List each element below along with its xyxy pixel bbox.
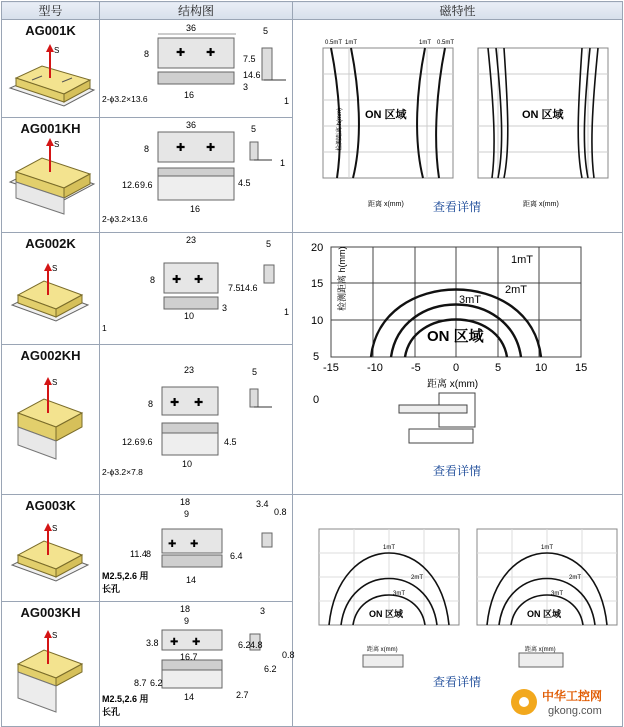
structure-drawing bbox=[100, 602, 293, 721]
svg-text:6.2: 6.2 bbox=[238, 640, 251, 650]
model-name: AG002K bbox=[25, 236, 76, 251]
svg-text:检测距离 h(mm): 检测距离 h(mm) bbox=[337, 108, 343, 151]
svg-text:✚: ✚ bbox=[176, 47, 186, 59]
svg-text:5: 5 bbox=[263, 26, 269, 36]
svg-text:14: 14 bbox=[186, 575, 197, 585]
product-image bbox=[2, 513, 98, 595]
table-header bbox=[2, 2, 623, 20]
svg-text:S: S bbox=[54, 140, 60, 149]
s-pole-label: S bbox=[54, 46, 60, 55]
structure-cell bbox=[100, 345, 293, 495]
svg-text:6.2: 6.2 bbox=[264, 664, 277, 674]
svg-text:5: 5 bbox=[251, 124, 257, 134]
svg-text:8: 8 bbox=[144, 144, 150, 154]
svg-text:36: 36 bbox=[186, 23, 197, 33]
svg-text:8: 8 bbox=[144, 49, 150, 59]
svg-text:距离 x(mm): 距离 x(mm) bbox=[367, 647, 398, 653]
svg-text:距离 x(mm): 距离 x(mm) bbox=[427, 379, 479, 390]
svg-text:0.5mT: 0.5mT bbox=[325, 40, 343, 46]
svg-text:S: S bbox=[52, 524, 58, 533]
svg-text:中华工控网: 中华工控网 bbox=[542, 689, 603, 703]
svg-text:5: 5 bbox=[313, 351, 320, 363]
header-magnetic: 磁特性 bbox=[293, 2, 623, 20]
svg-text:0.5mT: 0.5mT bbox=[437, 40, 455, 46]
structure-cell bbox=[100, 20, 293, 118]
table-row bbox=[2, 20, 623, 118]
svg-text:16: 16 bbox=[184, 90, 195, 100]
svg-text:✚: ✚ bbox=[192, 637, 201, 648]
spec-table bbox=[1, 1, 623, 727]
product-image bbox=[2, 363, 98, 463]
svg-text:5: 5 bbox=[252, 367, 258, 377]
svg-text:ON 区域: ON 区域 bbox=[365, 109, 407, 121]
model-name: AG003K bbox=[25, 498, 76, 513]
svg-text:ON 区域: ON 区域 bbox=[369, 609, 404, 619]
structure-cell bbox=[100, 233, 293, 345]
svg-text:0.8: 0.8 bbox=[282, 650, 295, 660]
svg-text:1: 1 bbox=[102, 323, 107, 333]
svg-text:✚: ✚ bbox=[172, 274, 182, 286]
svg-text:3mT: 3mT bbox=[551, 591, 563, 597]
svg-text:1mT: 1mT bbox=[345, 40, 357, 46]
watermark-logo bbox=[508, 682, 618, 722]
svg-text:9: 9 bbox=[184, 509, 190, 519]
svg-text:长孔: 长孔 bbox=[102, 584, 121, 594]
svg-text:14.6: 14.6 bbox=[243, 70, 261, 80]
svg-text:0: 0 bbox=[313, 394, 320, 406]
svg-text:9.6: 9.6 bbox=[140, 437, 153, 447]
svg-text:8.7: 8.7 bbox=[134, 678, 147, 688]
svg-text:✚: ✚ bbox=[168, 539, 177, 550]
product-image bbox=[2, 251, 98, 335]
svg-text:2mT: 2mT bbox=[505, 284, 527, 296]
svg-text:✚: ✚ bbox=[206, 47, 216, 59]
svg-text:15: 15 bbox=[575, 362, 588, 374]
svg-text:-10: -10 bbox=[367, 362, 383, 374]
product-image bbox=[2, 136, 98, 224]
svg-text:10: 10 bbox=[311, 315, 324, 327]
structure-drawing bbox=[100, 20, 293, 112]
svg-text:gkong.com: gkong.com bbox=[548, 705, 602, 717]
svg-text:2mT: 2mT bbox=[411, 575, 423, 581]
header-model: 型号 bbox=[2, 2, 100, 20]
svg-text:2-ϕ3.2×13.6: 2-ϕ3.2×13.6 bbox=[102, 214, 148, 224]
svg-text:✚: ✚ bbox=[194, 397, 204, 409]
svg-text:3mT: 3mT bbox=[393, 591, 405, 597]
svg-text:距离 x(mm): 距离 x(mm) bbox=[525, 647, 556, 653]
svg-text:2mT: 2mT bbox=[569, 575, 581, 581]
svg-text:ON 区域: ON 区域 bbox=[427, 328, 484, 345]
svg-text:12.6: 12.6 bbox=[122, 437, 140, 447]
magnetic-cell bbox=[293, 495, 623, 727]
structure-cell bbox=[100, 602, 293, 727]
svg-text:1: 1 bbox=[280, 158, 286, 168]
svg-text:8: 8 bbox=[150, 275, 156, 285]
details-link-ag003[interactable]: 查看详情 bbox=[433, 675, 482, 689]
svg-text:S: S bbox=[52, 264, 58, 273]
svg-text:-5: -5 bbox=[411, 362, 421, 374]
svg-text:ON 区域: ON 区域 bbox=[527, 609, 562, 619]
svg-text:14: 14 bbox=[184, 692, 195, 702]
svg-text:✚: ✚ bbox=[194, 274, 204, 286]
structure-cell bbox=[100, 495, 293, 602]
table-row bbox=[2, 233, 623, 345]
svg-text:4.8: 4.8 bbox=[250, 640, 263, 650]
svg-text:✚: ✚ bbox=[170, 637, 179, 648]
svg-text:S: S bbox=[52, 631, 58, 640]
structure-drawing bbox=[100, 345, 293, 489]
svg-text:6.4: 6.4 bbox=[230, 551, 243, 561]
structure-cell bbox=[100, 118, 293, 233]
svg-text:3: 3 bbox=[222, 303, 228, 313]
svg-text:长孔: 长孔 bbox=[102, 707, 121, 717]
header-structure: 结构图 bbox=[100, 2, 293, 20]
chart-ag002 bbox=[293, 233, 623, 477]
model-name: AG002KH bbox=[20, 348, 81, 363]
svg-text:1mT: 1mT bbox=[419, 40, 431, 46]
svg-text:16: 16 bbox=[190, 204, 201, 214]
svg-text:距离 x(mm): 距离 x(mm) bbox=[368, 201, 404, 208]
product-image bbox=[2, 38, 98, 110]
svg-text:9.6: 9.6 bbox=[140, 180, 153, 190]
svg-text:M2.5,2.6 用: M2.5,2.6 用 bbox=[102, 694, 149, 704]
svg-text:✚: ✚ bbox=[176, 142, 186, 154]
svg-text:距离 x(mm): 距离 x(mm) bbox=[523, 201, 559, 208]
svg-text:20: 20 bbox=[311, 242, 324, 254]
svg-text:1: 1 bbox=[284, 96, 290, 106]
svg-text:16.7: 16.7 bbox=[180, 652, 198, 662]
svg-text:2.7: 2.7 bbox=[236, 690, 249, 700]
svg-text:7.5: 7.5 bbox=[228, 283, 241, 293]
svg-text:3.8: 3.8 bbox=[146, 638, 159, 648]
svg-text:5: 5 bbox=[266, 239, 272, 249]
magnetic-cell bbox=[293, 20, 623, 233]
structure-drawing bbox=[100, 118, 293, 227]
svg-text:3.4: 3.4 bbox=[256, 499, 269, 509]
svg-text:5: 5 bbox=[495, 362, 502, 374]
svg-text:2-ϕ3.2×7.8: 2-ϕ3.2×7.8 bbox=[102, 467, 143, 477]
model-name: AG001KH bbox=[20, 121, 81, 136]
svg-text:8: 8 bbox=[146, 549, 152, 559]
svg-text:✚: ✚ bbox=[170, 397, 180, 409]
model-name: AG001K bbox=[25, 23, 76, 38]
svg-text:23: 23 bbox=[184, 365, 195, 375]
svg-text:7.5: 7.5 bbox=[243, 54, 256, 64]
structure-drawing bbox=[100, 233, 293, 339]
svg-text:✚: ✚ bbox=[190, 539, 199, 550]
svg-text:M2.5,2.6 用: M2.5,2.6 用 bbox=[102, 571, 149, 581]
svg-text:-15: -15 bbox=[323, 362, 339, 374]
svg-text:S: S bbox=[52, 378, 58, 387]
svg-text:18: 18 bbox=[180, 604, 191, 614]
svg-text:2-ϕ3.2×13.6: 2-ϕ3.2×13.6 bbox=[102, 94, 148, 104]
chart-ag001 bbox=[293, 20, 623, 215]
svg-text:0: 0 bbox=[453, 362, 460, 374]
details-link-ag002[interactable]: 查看详情 bbox=[433, 464, 482, 478]
svg-text:10: 10 bbox=[182, 459, 193, 469]
svg-text:3: 3 bbox=[243, 82, 249, 92]
model-cell bbox=[2, 118, 100, 233]
svg-text:14.6: 14.6 bbox=[240, 283, 258, 293]
svg-text:1mT: 1mT bbox=[383, 545, 395, 551]
model-cell bbox=[2, 233, 100, 345]
svg-text:ON 区域: ON 区域 bbox=[522, 109, 564, 121]
svg-text:12.6: 12.6 bbox=[122, 180, 140, 190]
product-image bbox=[2, 620, 98, 716]
svg-text:1: 1 bbox=[284, 307, 290, 317]
model-cell bbox=[2, 495, 100, 602]
details-link-ag001[interactable]: 查看详情 bbox=[433, 200, 482, 214]
svg-text:9: 9 bbox=[184, 616, 190, 626]
svg-text:1mT: 1mT bbox=[541, 545, 553, 551]
svg-text:✚: ✚ bbox=[206, 142, 216, 154]
svg-text:3mT: 3mT bbox=[459, 294, 481, 306]
svg-text:10: 10 bbox=[535, 362, 548, 374]
magnetic-cell bbox=[293, 233, 623, 495]
svg-text:15: 15 bbox=[311, 278, 324, 290]
svg-text:23: 23 bbox=[186, 235, 197, 245]
svg-text:0.8: 0.8 bbox=[274, 507, 287, 517]
svg-text:11.4: 11.4 bbox=[130, 549, 147, 559]
svg-text:1mT: 1mT bbox=[511, 254, 533, 266]
table-row bbox=[2, 495, 623, 602]
svg-text:18: 18 bbox=[180, 497, 191, 507]
model-name: AG003KH bbox=[20, 605, 81, 620]
svg-text:6.2: 6.2 bbox=[150, 678, 163, 688]
structure-drawing bbox=[100, 495, 293, 596]
svg-text:8: 8 bbox=[148, 399, 154, 409]
svg-text:4.5: 4.5 bbox=[238, 178, 251, 188]
model-cell bbox=[2, 602, 100, 727]
model-cell bbox=[2, 345, 100, 495]
model-cell bbox=[2, 20, 100, 118]
svg-text:4.5: 4.5 bbox=[224, 437, 237, 447]
svg-text:3: 3 bbox=[260, 606, 266, 616]
svg-text:检测距离 h(mm): 检测距离 h(mm) bbox=[337, 246, 347, 311]
svg-text:36: 36 bbox=[186, 120, 197, 130]
svg-text:10: 10 bbox=[184, 311, 195, 321]
